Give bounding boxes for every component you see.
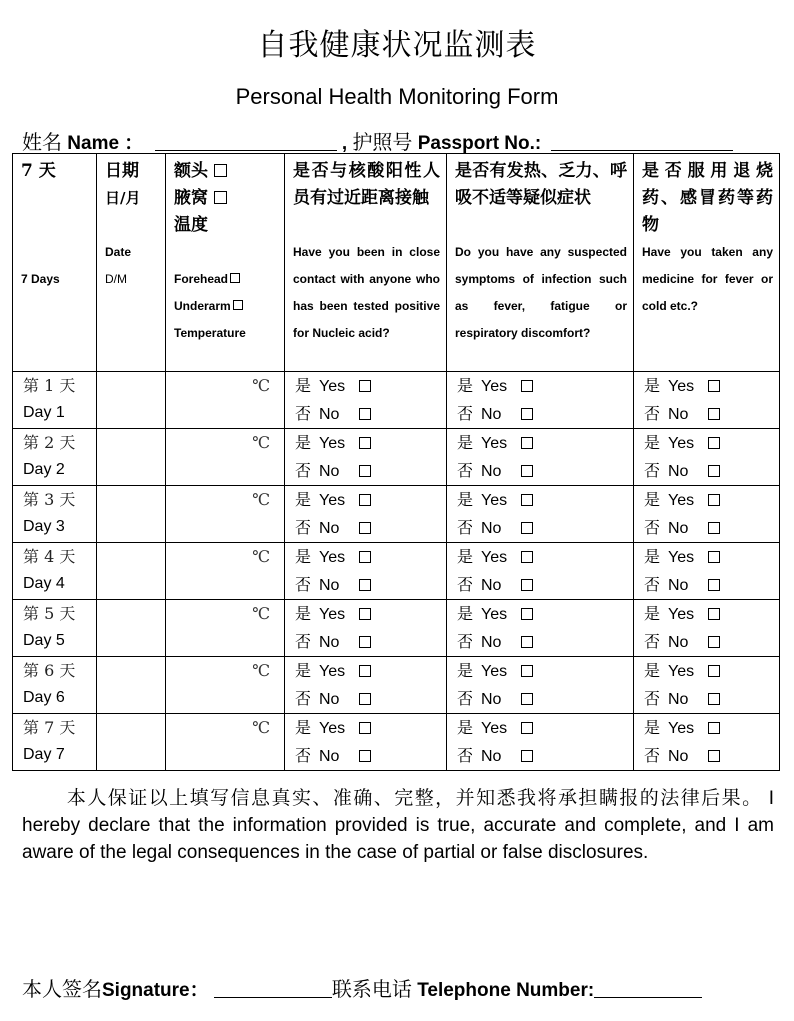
yes-checkbox[interactable]	[521, 608, 533, 620]
medicine-answer: 是 Yes 否 No	[634, 600, 780, 657]
header-temperature	[166, 154, 285, 372]
temperature-cell[interactable]	[166, 543, 285, 600]
no-checkbox[interactable]	[521, 693, 533, 705]
header-close-contact-cn: 是否与核酸阳性人员有过近距离接触	[293, 161, 440, 208]
monitoring-table	[12, 153, 780, 771]
no-checkbox[interactable]	[359, 579, 371, 591]
telephone-field[interactable]	[594, 979, 702, 998]
day-label: 第 7 天 Day 7	[13, 714, 97, 771]
header-date-format-cn: 日/月	[105, 189, 141, 207]
yes-checkbox[interactable]	[359, 722, 371, 734]
table-row	[13, 600, 780, 657]
yes-checkbox[interactable]	[521, 551, 533, 563]
temperature-cell[interactable]	[166, 486, 285, 543]
header-medicine-cn: 是否服用退烧药、感冒药等药物	[642, 161, 773, 235]
medicine-answer: 是 Yes 否 No	[634, 714, 780, 771]
header-close-contact	[285, 154, 447, 372]
close-contact-answer: 是 Yes 否 No	[285, 657, 447, 714]
close-contact-answer: 是 Yes 否 No	[285, 600, 447, 657]
day-label: 第 1 天 Day 1	[13, 372, 97, 429]
date-cell[interactable]	[97, 600, 166, 657]
no-checkbox[interactable]	[708, 750, 720, 762]
table-header-row	[13, 154, 780, 372]
no-checkbox[interactable]	[708, 579, 720, 591]
celsius-unit: ℃	[252, 604, 270, 623]
no-checkbox[interactable]	[359, 636, 371, 648]
symptoms-answer: 是 Yes 否 No	[447, 657, 634, 714]
no-checkbox[interactable]	[521, 522, 533, 534]
day-label: 第 2 天 Day 2	[13, 429, 97, 486]
passport-field[interactable]	[551, 132, 733, 151]
yes-checkbox[interactable]	[359, 551, 371, 563]
yes-checkbox[interactable]	[708, 437, 720, 449]
day-label: 第 6 天 Day 6	[13, 657, 97, 714]
no-checkbox[interactable]	[521, 408, 533, 420]
underarm-small-checkbox-icon	[233, 300, 243, 310]
telephone-label-en: Telephone Number:	[417, 980, 595, 1001]
day-label: 第 5 天 Day 5	[13, 600, 97, 657]
no-checkbox[interactable]	[708, 522, 720, 534]
medicine-answer: 是 Yes 否 No	[634, 657, 780, 714]
yes-checkbox[interactable]	[359, 665, 371, 677]
yes-checkbox[interactable]	[708, 551, 720, 563]
header-days	[13, 154, 97, 372]
no-checkbox[interactable]	[521, 579, 533, 591]
signature-field[interactable]	[214, 979, 332, 998]
yes-checkbox[interactable]	[521, 437, 533, 449]
day-label: 第 3 天 Day 3	[13, 486, 97, 543]
table-row	[13, 486, 780, 543]
no-checkbox[interactable]	[359, 465, 371, 477]
close-contact-answer: 是 Yes 否 No	[285, 372, 447, 429]
table-row	[13, 429, 780, 486]
header-underarm-cn: 腋窝	[174, 188, 208, 208]
signature-label-en: Signature：	[102, 980, 209, 1001]
symptoms-answer: 是 Yes 否 No	[447, 600, 634, 657]
underarm-checkbox-icon	[214, 191, 227, 204]
yes-checkbox[interactable]	[359, 494, 371, 506]
passport-label-en: Passport No.:	[417, 133, 542, 154]
header-temperature-cn: 温度	[174, 215, 208, 235]
table-row	[13, 543, 780, 600]
medicine-answer: 是 Yes 否 No	[634, 372, 780, 429]
header-forehead-cn: 额头	[174, 161, 208, 181]
header-symptoms	[447, 154, 634, 372]
temperature-cell[interactable]	[166, 372, 285, 429]
yes-checkbox[interactable]	[708, 494, 720, 506]
no-checkbox[interactable]	[359, 408, 371, 420]
celsius-unit: ℃	[252, 490, 270, 509]
date-cell[interactable]	[97, 714, 166, 771]
yes-checkbox[interactable]	[708, 608, 720, 620]
celsius-unit: ℃	[252, 433, 270, 452]
date-cell[interactable]	[97, 372, 166, 429]
name-label-cn: 姓名	[22, 130, 62, 154]
yes-checkbox[interactable]	[359, 608, 371, 620]
forehead-small-checkbox-icon	[230, 273, 240, 283]
symptoms-answer: 是 Yes 否 No	[447, 543, 634, 600]
no-checkbox[interactable]	[708, 465, 720, 477]
name-passport-line	[22, 126, 733, 155]
no-checkbox[interactable]	[708, 636, 720, 648]
close-contact-answer: 是 Yes 否 No	[285, 429, 447, 486]
yes-checkbox[interactable]	[708, 722, 720, 734]
declaration-cn: 本人保证以上填写信息真实、准确、完整，并知悉我将承担瞒报的法律后果。	[66, 787, 763, 809]
no-checkbox[interactable]	[521, 750, 533, 762]
symptoms-answer: 是 Yes 否 No	[447, 714, 634, 771]
yes-checkbox[interactable]	[359, 437, 371, 449]
signature-label-cn: 本人签名	[22, 977, 102, 1001]
date-cell[interactable]	[97, 543, 166, 600]
header-days-cn: 7 天	[21, 161, 56, 181]
header-close-contact-en: Have you been in close contact with anyone who has been tested positive for Nucleic acid?	[293, 245, 440, 340]
medicine-answer: 是 Yes 否 No	[634, 429, 780, 486]
form-title: 自我健康状况监测表	[257, 28, 537, 63]
passport-label-cn: 护照号	[352, 130, 413, 154]
no-checkbox[interactable]	[521, 465, 533, 477]
header-medicine-en: Have you taken any medicine for fever or cold etc.?	[642, 245, 773, 313]
temperature-cell[interactable]	[166, 600, 285, 657]
no-checkbox[interactable]	[359, 522, 371, 534]
yes-checkbox[interactable]	[359, 380, 371, 392]
yes-checkbox[interactable]	[521, 494, 533, 506]
date-cell[interactable]	[97, 657, 166, 714]
declaration-en: I hereby declare that the information provided is true, accurate and complete, and I am aware of the legal consequences in the case of partial or false disclosures.	[22, 788, 775, 863]
header-symptoms-cn: 是否有发热、乏力、呼吸不适等疑似症状	[455, 161, 627, 208]
date-cell[interactable]	[97, 429, 166, 486]
header-date-en: Date	[105, 245, 132, 259]
header-temperature-en: Temperature	[174, 326, 246, 340]
signature-line	[22, 973, 702, 1002]
header-date-cn: 日期	[105, 161, 139, 181]
no-checkbox[interactable]	[359, 750, 371, 762]
no-checkbox[interactable]	[708, 408, 720, 420]
yes-checkbox[interactable]	[521, 665, 533, 677]
close-contact-answer: 是 Yes 否 No	[285, 486, 447, 543]
medicine-answer: 是 Yes 否 No	[634, 543, 780, 600]
celsius-unit: ℃	[252, 376, 270, 395]
header-date-format-en: D/M	[105, 272, 127, 286]
header-medicine	[634, 154, 780, 372]
medicine-answer: 是 Yes 否 No	[634, 486, 780, 543]
name-comma: ,	[341, 133, 348, 154]
header-underarm-en: Underarm	[174, 299, 231, 313]
yes-checkbox[interactable]	[521, 722, 533, 734]
close-contact-answer: 是 Yes 否 No	[285, 543, 447, 600]
symptoms-answer: 是 Yes 否 No	[447, 372, 634, 429]
table-row	[13, 372, 780, 429]
yes-checkbox[interactable]	[708, 665, 720, 677]
name-label-en: Name ：	[67, 133, 144, 154]
header-symptoms-en: Do you have any suspected symptoms of infection such as fever, fatigue or respiratory discomfort?	[455, 245, 627, 340]
yes-checkbox[interactable]	[521, 380, 533, 392]
no-checkbox[interactable]	[708, 693, 720, 705]
day-label: 第 4 天 Day 4	[13, 543, 97, 600]
temperature-cell[interactable]	[166, 657, 285, 714]
temperature-cell[interactable]	[166, 429, 285, 486]
symptoms-answer: 是 Yes 否 No	[447, 429, 634, 486]
header-days-en: 7 Days	[21, 272, 60, 286]
header-forehead-en: Forehead	[174, 272, 229, 286]
date-cell[interactable]	[97, 486, 166, 543]
symptoms-answer: 是 Yes 否 No	[447, 486, 634, 543]
celsius-unit: ℃	[252, 661, 270, 680]
no-checkbox[interactable]	[359, 693, 371, 705]
name-field[interactable]	[155, 132, 337, 151]
yes-checkbox[interactable]	[708, 380, 720, 392]
telephone-label-cn: 联系电话	[331, 977, 412, 1001]
declaration-text	[22, 785, 774, 866]
celsius-unit: ℃	[252, 718, 270, 737]
no-checkbox[interactable]	[521, 636, 533, 648]
temperature-cell[interactable]	[166, 714, 285, 771]
header-date	[97, 154, 166, 372]
form-subtitle: Personal Health Monitoring Form	[235, 84, 559, 109]
table-row	[13, 657, 780, 714]
close-contact-answer: 是 Yes 否 No	[285, 714, 447, 771]
celsius-unit: ℃	[252, 547, 270, 566]
forehead-checkbox-icon	[214, 164, 227, 177]
table-row	[13, 714, 780, 771]
